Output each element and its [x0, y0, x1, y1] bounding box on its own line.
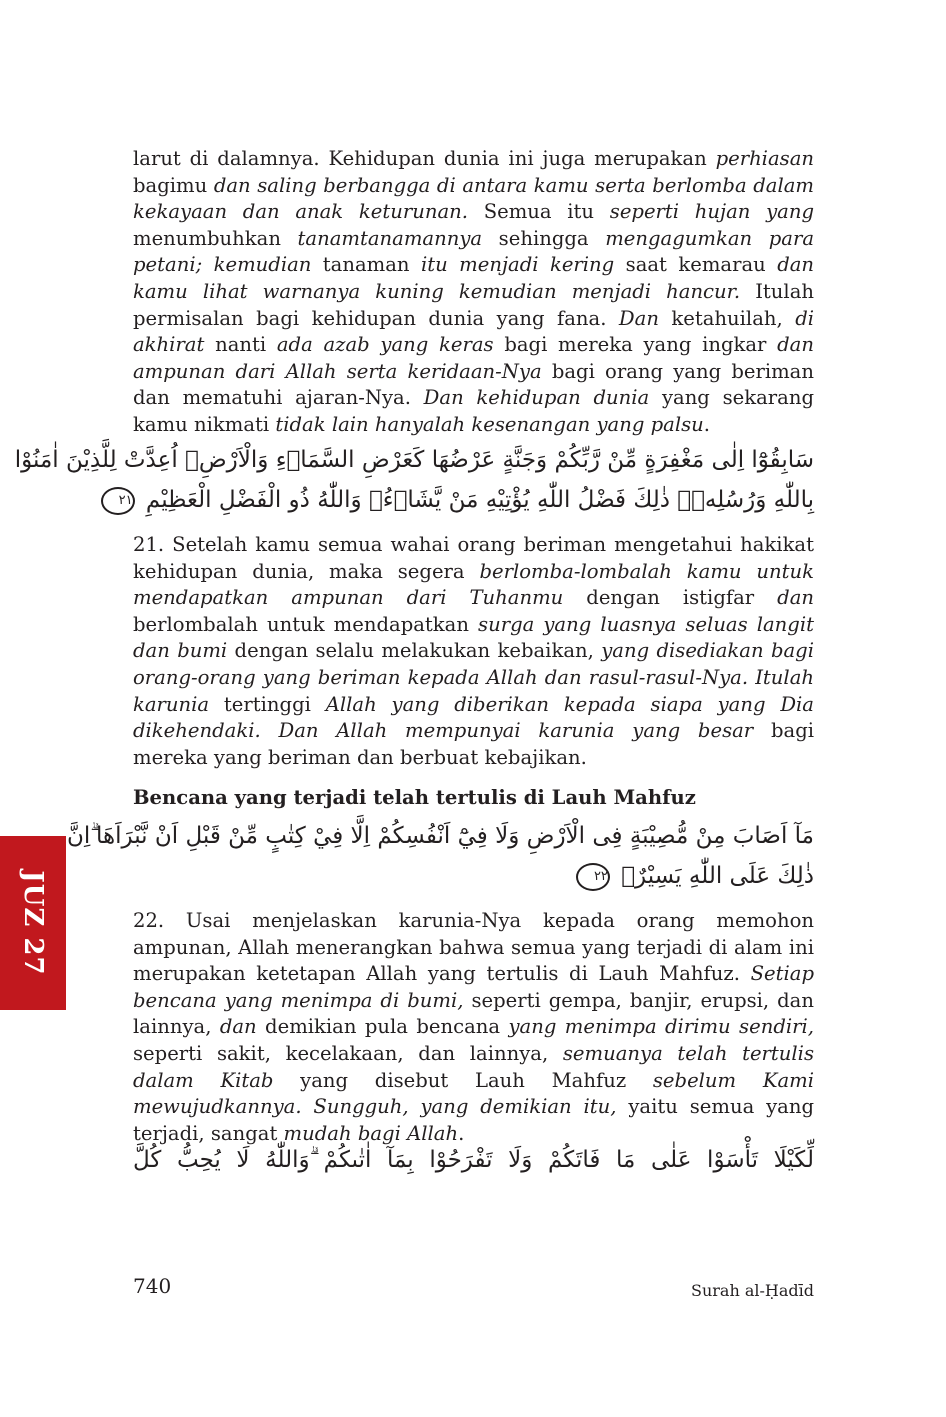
arabic-verse-23-line-1: لِّكَيْلَا تَأْسَوْا عَلٰى مَا فَاتَكُمْ وَلَا تَفْرَحُوْا بِمَآ اٰتٰىكُمْ ۗوَاللّٰهُ لَا يُحِبُّ كُلَّ: [133, 1147, 814, 1173]
juz-tab: [0, 836, 66, 1010]
arabic-verse-23: [133, 1140, 814, 1180]
ayah-number-marker: ٢١: [101, 487, 135, 515]
tafsir-paragraph-22: 22. Usai menjelaskan karunia-Nya kepada orang memohon ampunan, Allah menerangkan bahwa semua yang terjadi di alam ini merupakan ketetapan Allah yang tertulis di Lauh Mahfuz. Setiap bencana yang menimpa di bumi, seperti gempa, banjir, erupsi, dan lainnya, dan demikian pula bencana yang menimpa dirimu sendiri, seperti sakit, kecelakaan, dan lainnya, semuanya telah tertulis dalam Kitab yang disebut Lauh Mahfuz sebelum Kami mewujudkannya. Sungguh, yang demikian itu, yaitu semua yang terjadi, sangat mudah bagi Allah.: [133, 909, 815, 1145]
page-number: 740: [133, 1274, 172, 1298]
tafsir-paragraph-21: 21. Setelah kamu semua wahai orang beriman mengetahui hakikat kehidupan dunia, maka segera berlomba-lombalah kamu untuk mendapatkan ampunan dari Tuhanmu dengan istigfar dan berlombalah untuk mendapatkan surga yang luasnya seluas langit dan bumi dengan selalu melakukan kebaikan, yang disediakan bagi orang-orang yang beriman kepada Allah dan rasul-rasul-Nya. Itulah karunia tertinggi Allah yang diberikan kepada siapa yang Dia dikehendaki. Dan Allah mempunyai karunia yang besar bagi mereka yang beriman dan berbuat kebajikan.: [133, 533, 815, 769]
section-heading: Bencana yang terjadi telah tertulis di Lauh Mahfuz: [133, 786, 696, 809]
running-footer-surah: Surah al-Ḥadīd: [691, 1281, 814, 1300]
arabic-verse-22-line-2: ذٰلِكَ عَلَى اللّٰهِ يَسِيْرٌۖ ٢٢: [133, 856, 814, 896]
arabic-verse-21-line-2: بِاللّٰهِ وَرُسُلِهٖۗ ذٰلِكَ فَضْلُ اللّٰهِ يُؤْتِيْهِ مَنْ يَّشَاۤءُۗ وَاللّٰهُ ذُو الْفَضْلِ الْعَظِيْمِ ٢١: [133, 480, 814, 520]
arabic-verse-21-line-1: سَابِقُوْٓا اِلٰى مَغْفِرَةٍ مِّنْ رَّبِّكُمْ وَجَنَّةٍ عَرْضُهَا كَعَرْضِ السَّمَاۤءِ وَالْاَرْضِۙ اُعِدَّتْ لِلَّذِيْنَ اٰمَنُوْا: [14, 447, 814, 473]
arabic-verse-21: [14, 440, 814, 520]
juz-tab-label: JUZ 27: [18, 870, 48, 976]
arabic-verse-22: [66, 816, 814, 896]
tafsir-paragraph-20: larut di dalamnya. Kehidupan dunia ini juga merupakan perhiasan bagimu dan saling berbangga di antara kamu serta berlomba dalam kekayaan dan anak keturunan. Semua itu seperti hujan yang menumbuhkan tanamtanamannya sehingga mengagumkan para petani; kemudian tanaman itu menjadi kering saat kemarau dan kamu lihat warnanya kuning kemudian menjadi hancur. Itulah permisalan bagi kehidupan dunia yang fana. Dan ketahuilah, di akhirat nanti ada azab yang keras bagi mereka yang ingkar dan ampunan dari Allah serta keridaan-Nya bagi orang yang beriman dan mematuhi ajaran-Nya. Dan kehidupan dunia yang sekarang kamu nikmati tidak lain hanyalah kesenangan yang palsu.: [133, 147, 815, 436]
arabic-verse-22-line-1: مَآ اَصَابَ مِنْ مُّصِيْبَةٍ فِى الْاَرْضِ وَلَا فِيْٓ اَنْفُسِكُمْ اِلَّا فِيْ كِتٰبٍ مِّنْ قَبْلِ اَنْ نَّبْرَاَهَا ۗاِنَّ: [66, 823, 814, 849]
ayah-number-marker: ٢٢: [576, 863, 610, 891]
